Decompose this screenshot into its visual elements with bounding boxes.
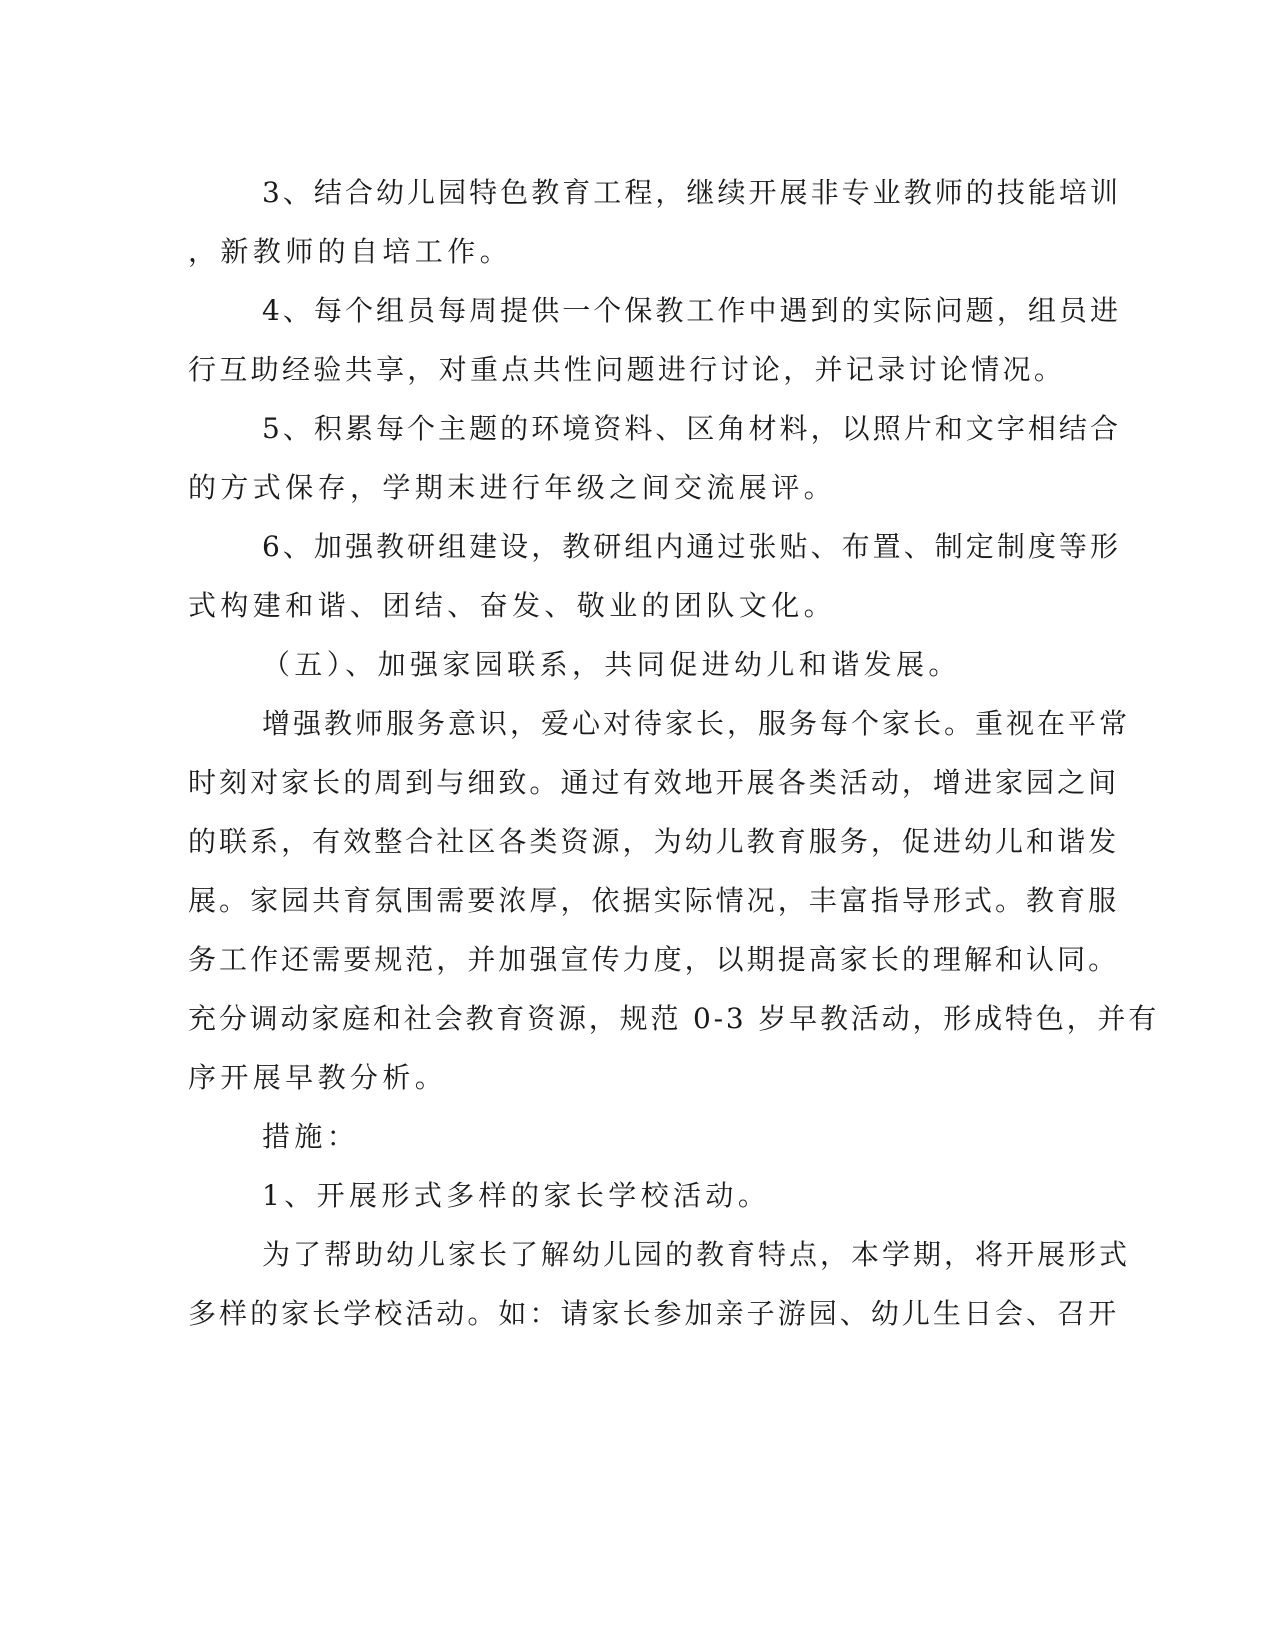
text-line: 展。家园共育氛围需要浓厚，依据实际情况，丰富指导形式。教育服 (188, 884, 1120, 917)
text-line: 的联系，有效整合社区各类资源，为幼儿教育服务，促进幼儿和谐发 (188, 825, 1120, 858)
text-line: 5、积累每个主题的环境资料、区角材料，以照片和文字相结合 (262, 412, 1121, 445)
text-line: 1、开展形式多样的家长学校活动。 (262, 1179, 771, 1212)
text-line: 充分调动家庭和社会教育资源，规范 0-3 岁早教活动，形成特色，并有 (188, 1002, 1160, 1035)
text-line: 4、每个组员每周提供一个保教工作中遇到的实际问题，组员进 (262, 294, 1121, 327)
text-line: 式构建和谐、团结、奋发、敬业的团队文化。 (188, 589, 837, 622)
text-line: 3、结合幼儿园特色教育工程，继续开展非专业教师的技能培训 (262, 176, 1121, 209)
subheading: 措施： (262, 1120, 360, 1153)
text-line: 增强教师服务意识，爱心对待家长，服务每个家长。重视在平常 (262, 707, 1131, 740)
text-line: 6、加强教研组建设，教研组内通过张贴、布置、制定制度等形 (262, 530, 1121, 563)
text-line: 时刻对家长的周到与细致。通过有效地开展各类活动，增进家园之间 (188, 766, 1120, 799)
text-line: 务工作还需要规范，并加强宣传力度，以期提高家长的理解和认同。 (188, 943, 1120, 976)
text-line: 的方式保存，学期末进行年级之间交流展评。 (188, 471, 837, 504)
section-heading: （五）、加强家园联系，共同促进幼儿和谐发展。 (262, 648, 961, 681)
text-line: 多样的家长学校活动。如：请家长参加亲子游园、幼儿生日会、召开 (188, 1297, 1120, 1330)
text-line: ，新教师的自培工作。 (188, 235, 513, 268)
document-body (188, 163, 1160, 1343)
text-line: 为了帮助幼儿家长了解幼儿园的教育特点，本学期，将开展形式 (262, 1238, 1131, 1271)
text-line: 行互助经验共享，对重点共性问题进行讨论，并记录讨论情况。 (188, 353, 1066, 386)
text-line: 序开展早教分析。 (188, 1061, 448, 1094)
